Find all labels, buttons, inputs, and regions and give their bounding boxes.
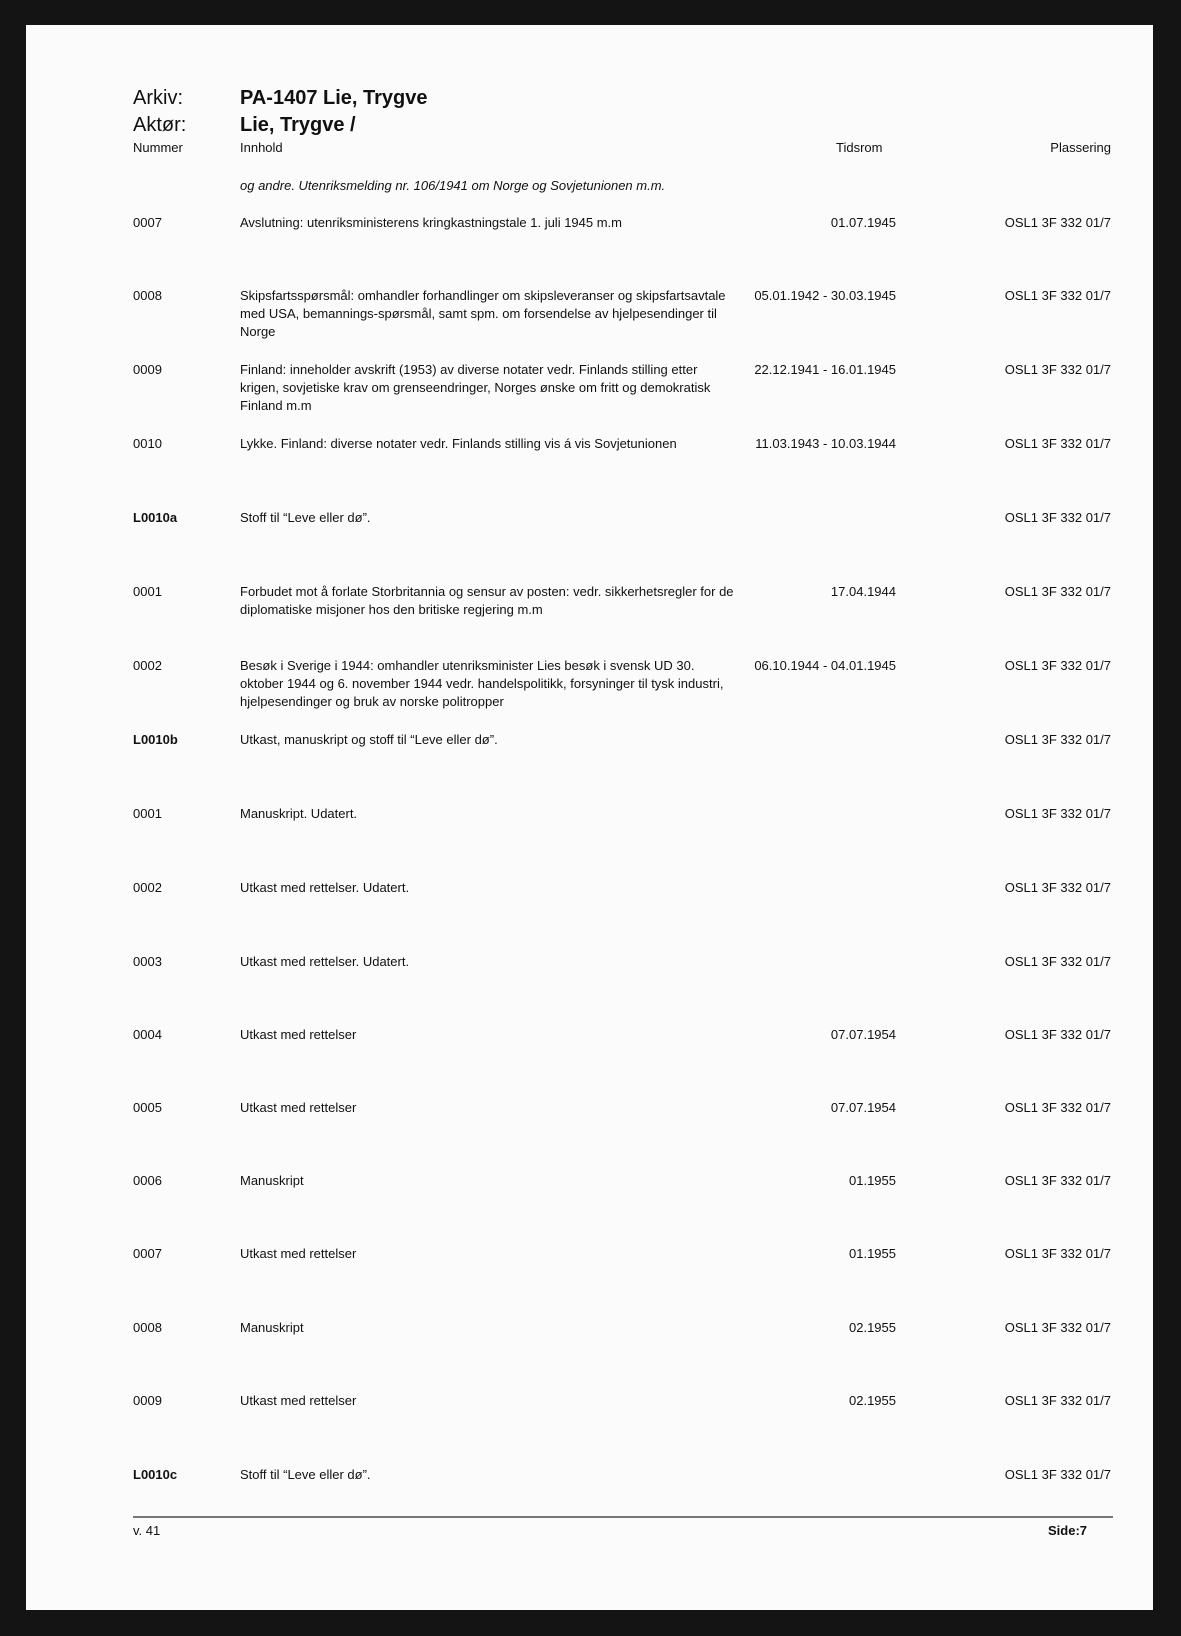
row-plassering: OSL1 3F 332 01/7	[1004, 1320, 1111, 1335]
row-innhold: Stoff til “Leve eller dø”.	[240, 510, 371, 525]
row-nummer: 0009	[133, 1393, 162, 1408]
row-nummer: 0007	[133, 215, 162, 230]
row-nummer: L0010a	[133, 510, 178, 525]
row-tidsrom: 02.1955	[849, 1393, 896, 1408]
row-nummer: 0002	[133, 880, 162, 895]
row-plassering: OSL1 3F 332 01/7	[1004, 1393, 1111, 1408]
row-nummer: 0009	[133, 362, 162, 377]
row-tidsrom: 01.1955	[849, 1246, 896, 1261]
row-tidsrom: 07.07.1954	[830, 1027, 896, 1042]
row-plassering: OSL1 3F 332 01/7	[1004, 806, 1111, 821]
row-tidsrom: 01.1955	[849, 1173, 896, 1188]
row-innhold: Manuskript. Udatert.	[240, 806, 358, 821]
row-innhold: Avslutning: utenriksministerens kringkastningstale 1. juli 1945 m.m	[240, 215, 622, 230]
row-plassering: OSL1 3F 332 01/7	[1004, 510, 1111, 525]
column-header-nummer: Nummer	[133, 140, 183, 155]
row-tidsrom: 07.07.1954	[830, 1100, 896, 1115]
row-innhold: Utkast med rettelser	[240, 1393, 357, 1408]
row-plassering: OSL1 3F 332 01/7	[1004, 880, 1111, 895]
row-innhold: Utkast med rettelser. Udatert.	[240, 954, 410, 969]
arkiv-label: Arkiv:	[133, 87, 183, 109]
row-plassering: OSL1 3F 332 01/7	[1004, 288, 1111, 303]
continuation-text: og andre. Utenriksmelding nr. 106/1941 om Norge og Sovjetunionen m.m.	[240, 178, 666, 193]
row-tidsrom: 17.04.1944	[830, 584, 896, 599]
row-nummer: 0003	[133, 954, 162, 969]
column-header-tidsrom: Tidsrom	[836, 140, 883, 155]
row-plassering: OSL1 3F 332 01/7	[1004, 732, 1111, 747]
row-innhold: Besøk i Sverige i 1944: omhandler utenriksminister Lies besøk i svensk UD 30. oktober 1944 og 6. november 1944 vedr. handelspolitikk, forsyninger til tysk industri, hjelpesendinger og bruk av norske politropper	[240, 658, 724, 709]
row-innhold: Utkast med rettelser	[240, 1246, 357, 1261]
footer-rule	[133, 1516, 1113, 1518]
row-innhold: Finland: inneholder avskrift (1953) av diverse notater vedr. Finlands stilling etter krigen, sovjetiske krav om grenseendringer, Norges ønske om fritt og demokratisk Finland m.m	[240, 362, 711, 413]
row-nummer: 0002	[133, 658, 162, 673]
row-plassering: OSL1 3F 332 01/7	[1004, 658, 1111, 673]
row-plassering: OSL1 3F 332 01/7	[1004, 584, 1111, 599]
row-nummer: 0010	[133, 436, 162, 451]
row-tidsrom: 01.07.1945	[830, 215, 896, 230]
row-nummer: L0010b	[133, 732, 178, 747]
row-tidsrom: 06.10.1944 - 04.01.1945	[754, 658, 896, 673]
row-plassering: OSL1 3F 332 01/7	[1004, 215, 1111, 230]
column-header-innhold: Innhold	[240, 140, 283, 155]
row-tidsrom: 05.01.1942 - 30.03.1945	[754, 288, 896, 303]
row-plassering: OSL1 3F 332 01/7	[1004, 1246, 1111, 1261]
document-page	[26, 25, 1153, 1610]
row-innhold: Skipsfartsspørsmål: omhandler forhandlinger om skipsleveranser og skipsfartsavtale med USA, bemannings-spørsmål, samt spm. om forsendelse av hjelpesendinger til Norge	[240, 288, 726, 339]
arkiv-value: PA-1407 Lie, Trygve	[240, 87, 428, 109]
row-plassering: OSL1 3F 332 01/7	[1004, 436, 1111, 451]
row-innhold: Stoff til “Leve eller dø”.	[240, 1467, 371, 1482]
row-innhold: Utkast med rettelser. Udatert.	[240, 880, 410, 895]
footer-page-number: Side:7	[1047, 1523, 1087, 1538]
row-nummer: 0008	[133, 1320, 162, 1335]
row-innhold: Utkast med rettelser	[240, 1100, 357, 1115]
row-nummer: 0008	[133, 288, 162, 303]
row-nummer: 0007	[133, 1246, 162, 1261]
row-tidsrom: 22.12.1941 - 16.01.1945	[754, 362, 896, 377]
row-nummer: 0004	[133, 1027, 162, 1042]
row-nummer: 0006	[133, 1173, 162, 1188]
row-nummer: 0001	[133, 806, 162, 821]
row-innhold: Utkast med rettelser	[240, 1027, 357, 1042]
aktor-value: Lie, Trygve /	[240, 114, 356, 136]
row-plassering: OSL1 3F 332 01/7	[1004, 1467, 1111, 1482]
column-header-plassering: Plassering	[1050, 140, 1111, 155]
row-tidsrom: 02.1955	[849, 1320, 896, 1335]
row-innhold: Lykke. Finland: diverse notater vedr. Finlands stilling vis á vis Sovjetunionen	[240, 436, 677, 451]
row-innhold: Utkast, manuskript og stoff til “Leve eller dø”.	[240, 732, 498, 747]
row-plassering: OSL1 3F 332 01/7	[1004, 1027, 1111, 1042]
aktor-label: Aktør:	[133, 114, 187, 136]
row-plassering: OSL1 3F 332 01/7	[1004, 1173, 1111, 1188]
footer-version: v. 41	[133, 1523, 161, 1538]
row-innhold: Manuskript	[240, 1173, 304, 1188]
row-plassering: OSL1 3F 332 01/7	[1004, 362, 1111, 377]
row-plassering: OSL1 3F 332 01/7	[1004, 1100, 1111, 1115]
row-nummer: 0005	[133, 1100, 162, 1115]
row-plassering: OSL1 3F 332 01/7	[1004, 954, 1111, 969]
row-innhold: Manuskript	[240, 1320, 304, 1335]
row-nummer: L0010c	[133, 1467, 178, 1482]
row-tidsrom: 11.03.1943 - 10.03.1944	[755, 436, 896, 451]
row-nummer: 0001	[133, 584, 162, 599]
row-innhold: Forbudet mot å forlate Storbritannia og sensur av posten: vedr. sikkerhetsregler for de diplomatiske misjoner hos den britiske regjering m.m	[240, 584, 734, 617]
